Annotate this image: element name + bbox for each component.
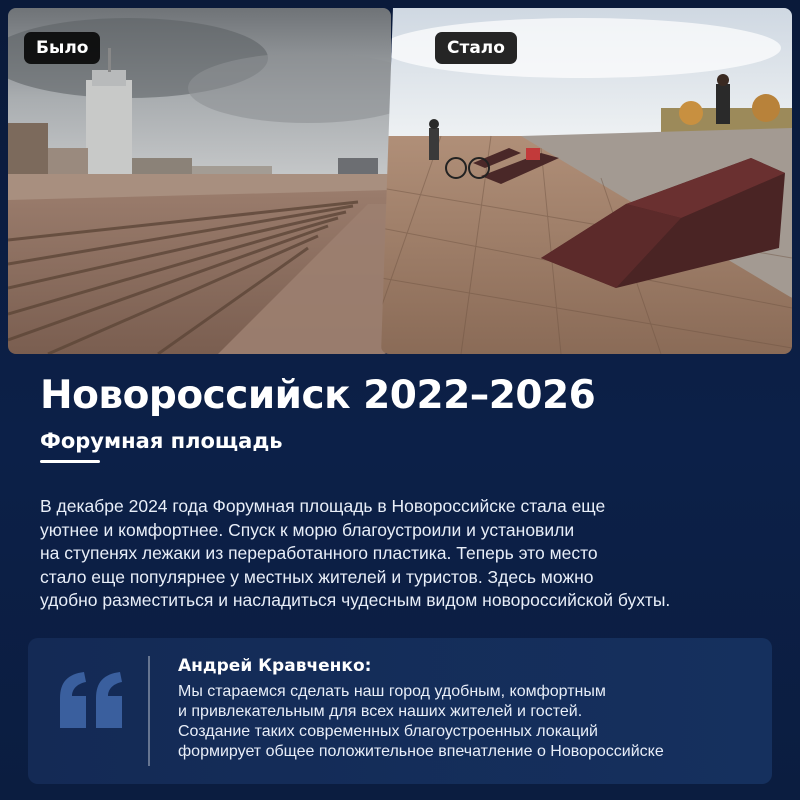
- quote-divider: [148, 656, 150, 766]
- description-line: стало еще популярнее у местных жителей и туристов. Здесь можно: [40, 566, 594, 587]
- quote-card: [28, 638, 772, 784]
- quote-line: формирует общее положительное впечатление о Новороссийске: [178, 743, 664, 760]
- quote-line: Создание таких современных благоустроенных локаций: [178, 723, 598, 740]
- photo-comparison: [8, 8, 792, 354]
- page-title: Новороссийск 2022–2026: [40, 373, 596, 418]
- description-line: уютнее и комфортнее. Спуск к морю благоустроили и установили: [40, 519, 575, 540]
- quote-text: [178, 682, 758, 762]
- description-line: удобно разместиться и насладиться чудесным видом новороссийской бухты.: [40, 590, 671, 610]
- quote-line: и привлекательным для всех наших жителей и гостей.: [178, 703, 583, 720]
- description-line: В декабре 2024 года Форумная площадь в Новороссийске стала еще: [40, 496, 606, 516]
- page-subtitle: Форумная площадь: [40, 429, 283, 453]
- quote-line: Мы стараемся сделать наш город удобным, комфортным: [178, 683, 606, 700]
- description-line: на ступенях лежаки из переработанного пластика. Теперь это место: [40, 543, 598, 563]
- after-badge: Стало: [435, 32, 517, 64]
- quote-author: Андрей Кравченко:: [178, 656, 372, 676]
- before-badge: Было: [24, 32, 100, 64]
- quote-mark-icon: [56, 668, 126, 732]
- subtitle-underline: [40, 460, 100, 463]
- description-text: [40, 495, 770, 613]
